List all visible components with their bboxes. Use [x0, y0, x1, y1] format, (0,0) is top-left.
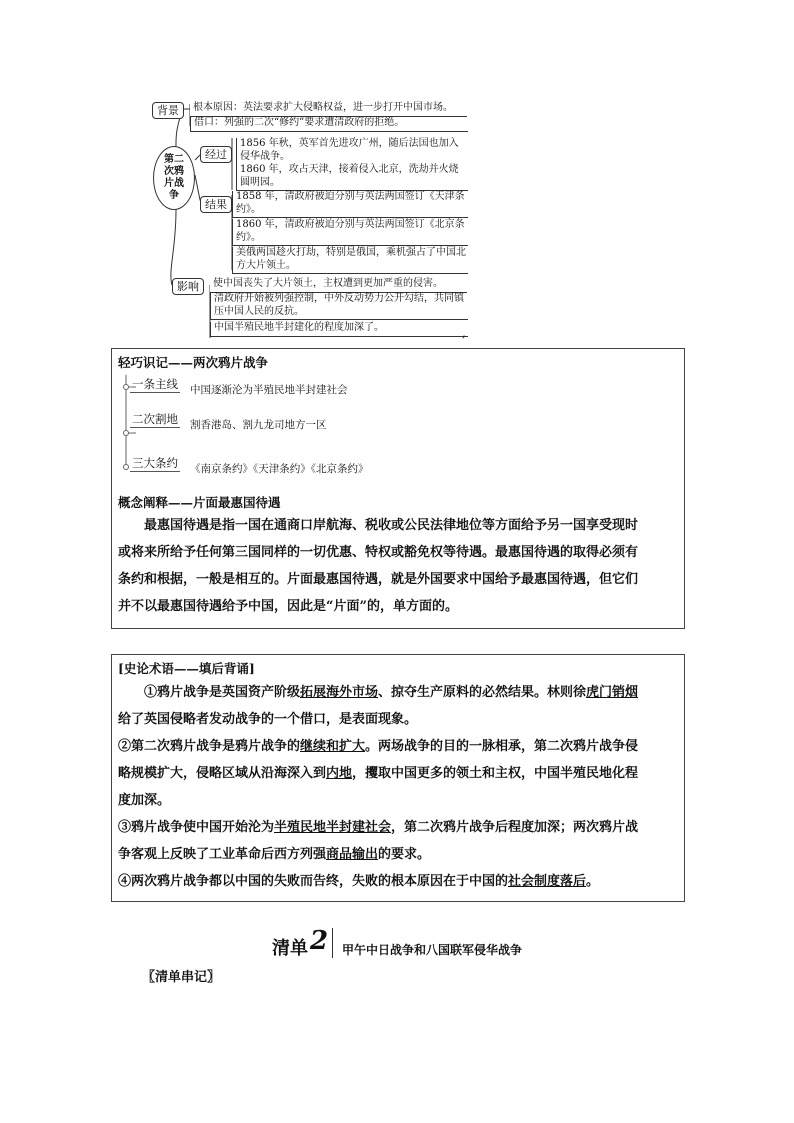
- terms-box: [111, 654, 685, 902]
- mem-label-mainline: 一条主线: [132, 377, 178, 391]
- terms-paragraphs: [118, 679, 680, 895]
- term-4-line-1: [118, 868, 680, 895]
- term-3-blank-a: 半殖民地半封建社会: [274, 820, 392, 835]
- section-2-title: 甲午中日战争和八国联军侵华战争: [342, 943, 523, 957]
- term-1-part-a: ①鸦片战争是英国资产阶级: [144, 685, 301, 700]
- mem-text-cession: 割香港岛、割九龙司地方一区: [190, 419, 327, 431]
- tag-impact: 影响: [172, 278, 204, 295]
- tag-result: 结果: [200, 196, 232, 213]
- concept-line-4: 并不以最惠国待遇给予中国，因此是“片面”的，单方面的。: [118, 599, 458, 614]
- impact-item-1: 使中国丧失了大片领土，主权遭到更加严重的侵害。: [210, 278, 467, 293]
- trailing-comma: ,: [462, 326, 466, 340]
- term-3-blank-b: 商品输出: [326, 847, 379, 862]
- term-3-line-2: [118, 841, 680, 868]
- section-2-number: 2: [310, 926, 329, 956]
- term-2-part-f: ，攫取中国更多的领土和主权，中国半殖民地化程: [352, 766, 639, 781]
- mem-text-treaties: 《南京条约》《天津条约》《北京条约》: [190, 463, 369, 475]
- result-item-2: 1860 年，清政府被迫分别与英法两国签订《北京条约》。: [232, 219, 468, 246]
- term-4-part-c: 。: [586, 874, 600, 889]
- term-4-part-a: ④两次鸦片战争都以中国的失败而告终，失败的根本原因在于中国的: [118, 874, 509, 889]
- mindmap-center: [153, 146, 195, 210]
- term-2-line-1: [118, 733, 680, 760]
- term-3-part-d: 争客观上反映了工业革命后西方列强: [118, 847, 327, 862]
- terms-box-title: [史论术语——填后背诵]: [118, 661, 255, 676]
- mem-text-mainline: 中国逐渐沦为半殖民地半封建社会: [190, 384, 348, 396]
- concept-line-2: 或将来所给予任何第三国同样的一切优惠、特权或豁免权等待遇。最惠国待遇的取得必须有: [118, 545, 639, 560]
- term-2-part-c: 。两场战争的目的一脉相承，第二次鸦片战争侵: [365, 739, 639, 754]
- term-2-part-d: 略规模扩大，侵略区域从沿海深入到: [118, 766, 327, 781]
- term-1-line-1: [118, 679, 680, 706]
- concept-line-1: 最惠国待遇是指一国在通商口岸航海、税收或公民法律地位等方面给予另一国享受现时: [144, 518, 639, 533]
- term-3-part-a: ③鸦片战争使中国开始沦为: [118, 820, 275, 835]
- result-item-3: 美俄两国趁火打劫，特别是俄国，乘机强占了中国北方大片领土。: [232, 247, 468, 274]
- process-item-1: 1856 年秋，英军首先进攻广州，随后法国也加入侵华战争。: [236, 138, 468, 165]
- term-3-part-f: 的要求。: [378, 847, 431, 862]
- mindmap-center-label: 第二次鸦片战争: [164, 154, 184, 201]
- term-1-line-2: 给了英国侵略者发动战争的一个借口，是表面现象。: [118, 712, 418, 727]
- memory-box: [111, 348, 685, 629]
- section-2-divider: [332, 928, 333, 958]
- term-2-part-a: ②第二次鸦片战争是鸦片战争的: [118, 739, 301, 754]
- background-item-1: 根本原因：英法要求扩大侵略权益，进一步打开中国市场。: [190, 102, 467, 117]
- section-2-label: 清单: [272, 938, 308, 959]
- term-3-line-1: [118, 814, 680, 841]
- term-1-blank-b: 虎门销烟: [586, 685, 639, 700]
- term-4-blank-a: 社会制度落后: [508, 874, 587, 889]
- impact-item-3: 中国半殖民地半封建化的程度加深了。: [210, 322, 468, 337]
- term-1-blank-a: 拓展海外市场: [300, 685, 379, 700]
- term-2-line-3: 度加深。: [118, 793, 171, 808]
- concept-line-3: 条约和根据，一般是相互的。片面最惠国待遇，就是外国要求中国给予最惠国待遇，但它们: [118, 572, 639, 587]
- result-item-1: 1858 年，清政府被迫分别与英法两国签订《天津条约》。: [232, 191, 468, 218]
- mem-label-treaties: 三大条约: [132, 456, 178, 470]
- impact-item-2: 清政府开始被列强控制，中外反动势力公开勾结，共同镇压中国人民的反抗。: [210, 293, 468, 320]
- term-2-line-2: [118, 760, 680, 787]
- background-item-2: 借口：列强的二次“修约”要求遭清政府的拒绝。: [190, 117, 468, 132]
- concept-title: 概念阐释——片面最惠国待遇: [118, 495, 281, 510]
- process-item-2: 1860 年，攻占天津，接着侵入北京，洗劫并火烧圆明园。: [236, 164, 468, 191]
- term-2-blank-b: 内地: [326, 766, 353, 781]
- mem-label-cession: 二次割地: [132, 412, 178, 426]
- tag-background: 背景: [152, 102, 184, 119]
- tag-process: 经过: [200, 146, 232, 163]
- term-1-part-c: 、掠夺生产原料的必然结果。林则徐: [378, 685, 587, 700]
- term-3-part-c: ，第二次鸦片战争后程度加深；两次鸦片战: [391, 820, 639, 835]
- memory-box-title: 轻巧识记——两次鸦片战争: [118, 355, 269, 370]
- section-2-subheading: 〖清单串记〗: [142, 970, 221, 985]
- concept-paragraph: [118, 512, 680, 620]
- term-2-blank-a: 继续和扩大: [300, 739, 366, 754]
